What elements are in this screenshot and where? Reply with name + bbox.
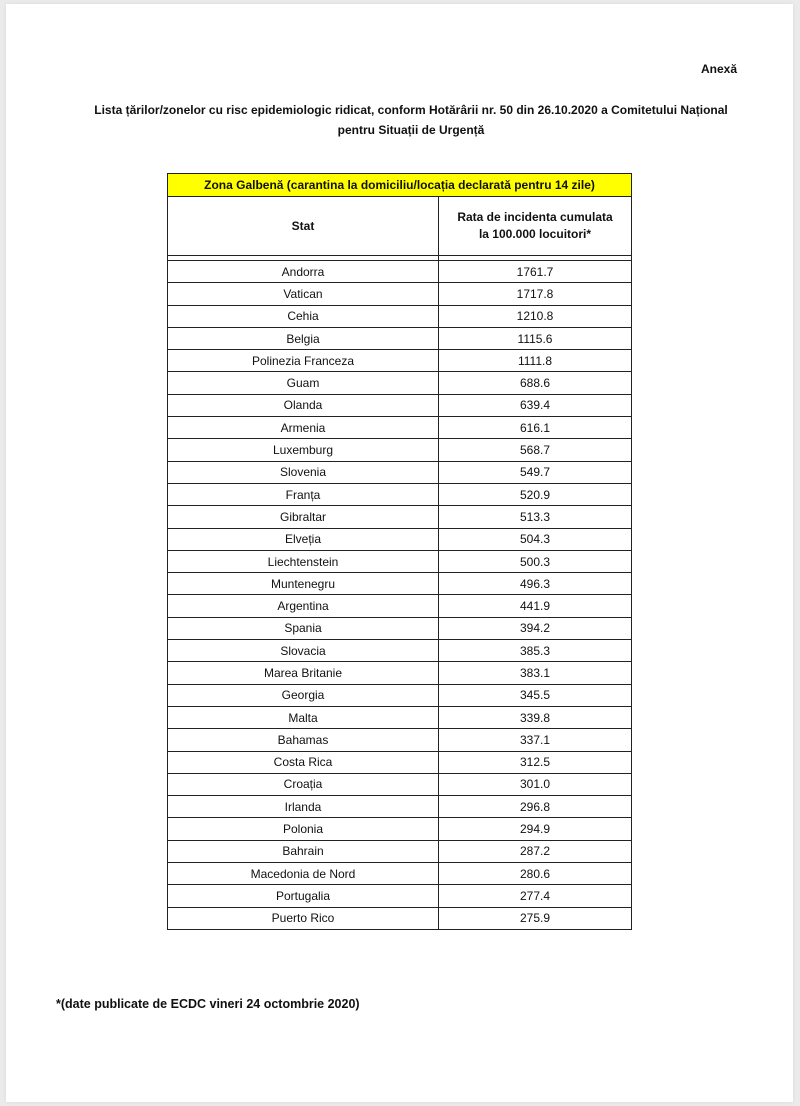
table-row xyxy=(168,573,632,595)
country-cell: Croația xyxy=(168,773,439,795)
table-row xyxy=(168,729,632,751)
rate-cell: 1210.8 xyxy=(439,305,632,327)
rate-cell: 337.1 xyxy=(439,729,632,751)
rate-cell: 280.6 xyxy=(439,863,632,885)
annex-label: Anexă xyxy=(700,62,737,76)
country-cell: Macedonia de Nord xyxy=(168,863,439,885)
rate-cell: 1761.7 xyxy=(439,261,632,283)
rate-cell: 287.2 xyxy=(439,840,632,862)
country-cell: Spania xyxy=(168,617,439,639)
country-cell: Vatican xyxy=(168,283,439,305)
table-row xyxy=(168,528,632,550)
country-cell: Muntenegru xyxy=(168,573,439,595)
rate-cell: 294.9 xyxy=(439,818,632,840)
country-cell: Elveția xyxy=(168,528,439,550)
table-row xyxy=(168,706,632,728)
table-row xyxy=(168,417,632,439)
rate-cell: 1115.6 xyxy=(439,327,632,349)
rate-cell: 277.4 xyxy=(439,885,632,907)
country-cell: Cehia xyxy=(168,305,439,327)
country-cell: Belgia xyxy=(168,327,439,349)
table-row xyxy=(168,751,632,773)
rate-cell: 339.8 xyxy=(439,706,632,728)
rate-cell: 312.5 xyxy=(439,751,632,773)
rate-cell: 383.1 xyxy=(439,662,632,684)
country-cell: Slovacia xyxy=(168,640,439,662)
country-cell: Irlanda xyxy=(168,796,439,818)
table-row xyxy=(168,283,632,305)
rate-cell: 568.7 xyxy=(439,439,632,461)
country-cell: Costa Rica xyxy=(168,751,439,773)
table-row xyxy=(168,439,632,461)
table-row xyxy=(168,305,632,327)
table-row xyxy=(168,595,632,617)
table-row xyxy=(168,261,632,283)
rate-cell: 500.3 xyxy=(439,550,632,572)
title-line-2: pentru Situații de Urgență xyxy=(337,123,485,137)
country-cell: Bahrain xyxy=(168,840,439,862)
country-cell: Gibraltar xyxy=(168,506,439,528)
rate-cell: 385.3 xyxy=(439,640,632,662)
table-row xyxy=(168,506,632,528)
rate-cell: 549.7 xyxy=(439,461,632,483)
country-cell: Franța xyxy=(168,483,439,505)
table-row xyxy=(168,350,632,372)
country-cell: Guam xyxy=(168,372,439,394)
rate-cell: 616.1 xyxy=(439,417,632,439)
rate-cell: 504.3 xyxy=(439,528,632,550)
table-row xyxy=(168,840,632,862)
table-row xyxy=(168,885,632,907)
table-row xyxy=(168,394,632,416)
table-row xyxy=(168,796,632,818)
table-row xyxy=(168,550,632,572)
rate-cell: 301.0 xyxy=(439,773,632,795)
rate-cell: 513.3 xyxy=(439,506,632,528)
zone-header: Zona Galbenă (carantina la domiciliu/locația declarată pentru 14 zile) xyxy=(168,174,632,197)
table-row xyxy=(168,662,632,684)
table-row xyxy=(168,773,632,795)
rate-cell: 639.4 xyxy=(439,394,632,416)
table-row xyxy=(168,372,632,394)
table-row xyxy=(168,483,632,505)
rate-cell: 1717.8 xyxy=(439,283,632,305)
rate-cell: 345.5 xyxy=(439,684,632,706)
table-row xyxy=(168,684,632,706)
country-cell: Polinezia Franceza xyxy=(168,350,439,372)
document-page xyxy=(6,4,793,1102)
country-cell: Armenia xyxy=(168,417,439,439)
rate-cell: 688.6 xyxy=(439,372,632,394)
country-cell: Liechtenstein xyxy=(168,550,439,572)
country-cell: Olanda xyxy=(168,394,439,416)
country-cell: Portugalia xyxy=(168,885,439,907)
column-header-rate-line-1: Rata de incidenta cumulata xyxy=(457,210,613,224)
column-header-rate-line-2: la 100.000 locuitori* xyxy=(478,227,592,241)
footnote: *(date publicate de ECDC vineri 24 octombrie 2020) xyxy=(56,997,360,1011)
table-row xyxy=(168,327,632,349)
column-header-rate xyxy=(439,197,632,256)
country-cell: Bahamas xyxy=(168,729,439,751)
country-cell: Marea Britanie xyxy=(168,662,439,684)
rate-cell: 441.9 xyxy=(439,595,632,617)
country-cell: Andorra xyxy=(168,261,439,283)
risk-countries-table xyxy=(167,173,632,930)
rate-cell: 1111.8 xyxy=(439,350,632,372)
table-row xyxy=(168,640,632,662)
table-row xyxy=(168,907,632,929)
rate-cell: 296.8 xyxy=(439,796,632,818)
country-cell: Puerto Rico xyxy=(168,907,439,929)
rate-cell: 275.9 xyxy=(439,907,632,929)
table-row xyxy=(168,818,632,840)
country-cell: Georgia xyxy=(168,684,439,706)
country-cell: Slovenia xyxy=(168,461,439,483)
country-cell: Luxemburg xyxy=(168,439,439,461)
rate-cell: 394.2 xyxy=(439,617,632,639)
document-title xyxy=(36,100,786,140)
country-cell: Polonia xyxy=(168,818,439,840)
table-row xyxy=(168,461,632,483)
country-cell: Malta xyxy=(168,706,439,728)
column-header-state: Stat xyxy=(168,197,439,256)
country-cell: Argentina xyxy=(168,595,439,617)
rate-cell: 496.3 xyxy=(439,573,632,595)
table-body xyxy=(168,261,632,930)
title-line-1: Lista țărilor/zonelor cu risc epidemiologic ridicat, conform Hotărârii nr. 50 din 26.10.2020 a Comitetului Național xyxy=(94,103,728,117)
table-row xyxy=(168,617,632,639)
rate-cell: 520.9 xyxy=(439,483,632,505)
table-row xyxy=(168,863,632,885)
